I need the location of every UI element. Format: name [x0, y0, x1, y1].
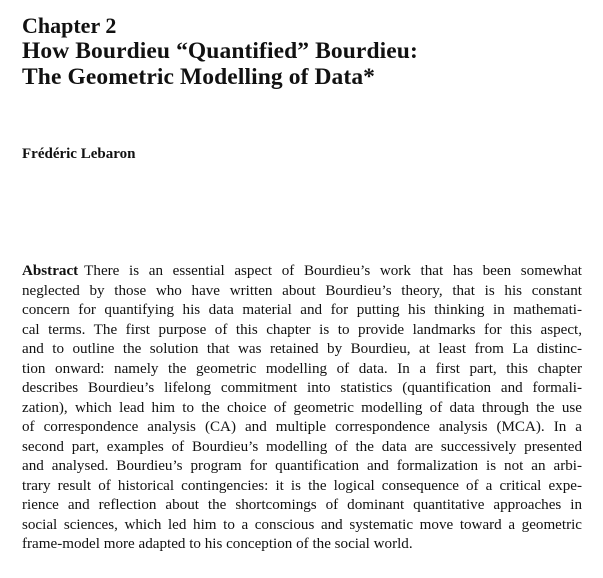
abstract-line: and analysed. Bourdieu’s program for quantification and formalization is not an arbi- — [22, 458, 582, 474]
chapter-title-line-2: The Geometric Modelling of Data* — [22, 64, 376, 90]
author-name: Frédéric Lebaron — [22, 146, 136, 162]
abstract-line: and to outline the solution that was retained by Bourdieu, at least from La distinc- — [22, 341, 582, 357]
abstract-line — [22, 262, 582, 282]
abstract-line: rience and reflection about the shortcomings of dominant quantitative approaches in — [22, 497, 582, 513]
abstract-line: concern for quantifying his data material and for putting his thinking in mathemati- — [22, 302, 582, 318]
chapter-title-line-1: How Bourdieu “Quantified” Bourdieu: — [22, 38, 418, 64]
abstract-line: trary result of historical contingencies: it is the logical consequence of a critical expe- — [22, 477, 582, 494]
abstract-line: tion onward: namely the geometric modelling of data. In a first part, this chapter — [22, 360, 582, 377]
abstract-text: There is an essential aspect of Bourdieu’s work that has been somewhat — [84, 263, 582, 279]
abstract-line: cal terms. The first purpose of this chapter is to provide landmarks for this aspect, — [22, 321, 582, 338]
abstract-label: Abstract — [22, 263, 79, 279]
abstract-line: neglected by those who have written about Bourdieu’s theory, that is his constant — [22, 282, 582, 299]
chapter-label: Chapter 2 — [22, 13, 117, 38]
abstract-line: describes Bourdieu’s lifelong commitment into statistics (quantification and formali- — [22, 380, 582, 396]
abstract-line: social sciences, which led him to a conscious and systematic move toward a geometric — [22, 516, 582, 533]
abstract-line: second part, examples of Bourdieu’s modelling of the data are successively presented — [22, 438, 582, 455]
abstract-line: zation), which lead him to the choice of geometric modelling of data through the use — [22, 399, 582, 416]
abstract-block — [22, 262, 582, 555]
abstract-line: of correspondence analysis (CA) and multiple correspondence analysis (MCA). In a — [22, 419, 582, 435]
abstract-line: frame-model more adapted to his conception of the social world. — [22, 536, 413, 552]
chapter-heading — [22, 14, 585, 90]
